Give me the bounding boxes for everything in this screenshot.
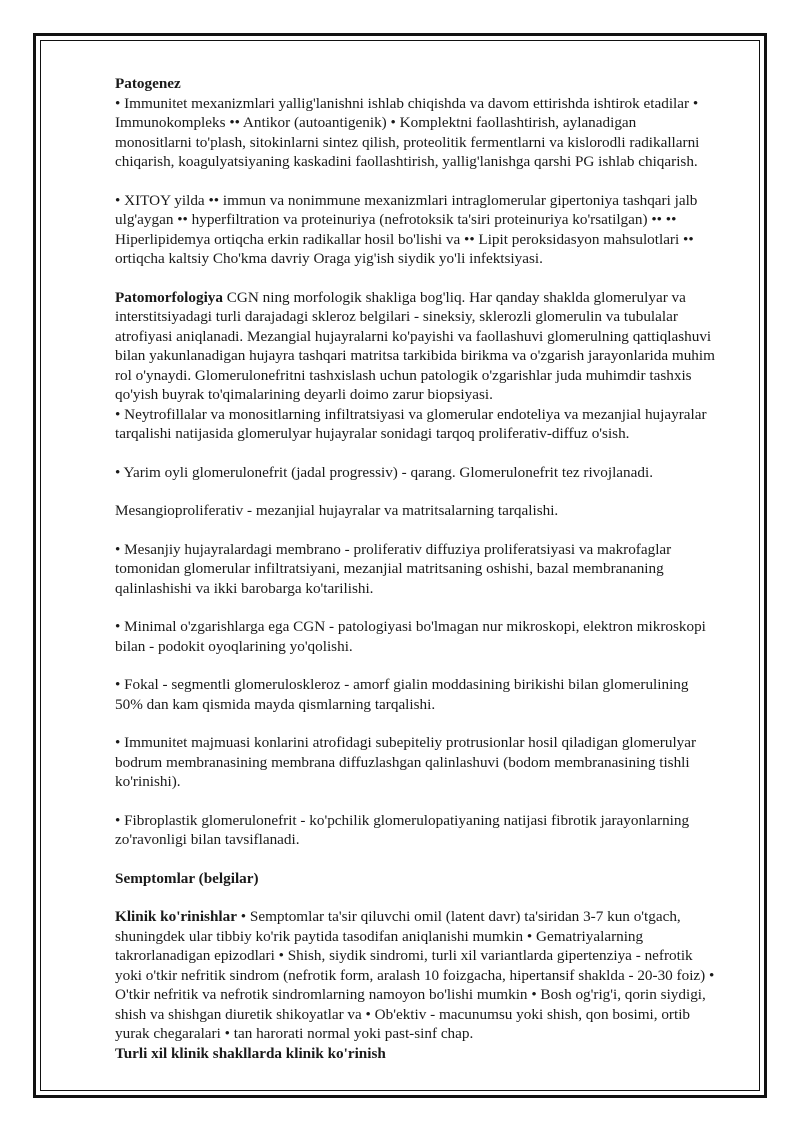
- document-body: [115, 74, 715, 1063]
- heading-patomorfologiya: Patomorfologiya: [115, 288, 223, 306]
- paragraph-neytrofil: • Neytrofillalar va monositlarning infiltratsiyasi va glomerular endoteliya va mezanjial hujayralar tarqalishi natijasida glomerulyar hujayralar sonidagi tarqoq proliferativ-diffuz o'sish.: [115, 405, 707, 442]
- paragraph-yarim-oyli: • Yarim oyli glomerulonefrit (jadal progressiv) - qarang. Glomerulonefrit tez rivojlanadi.: [115, 463, 653, 481]
- paragraph-fibroplastik: • Fibroplastik glomerulonefrit - ko'pchilik glomerulopatiyaning natijasi fibrotik jarayonlarning zo'ravonligi bilan tavsiflanadi.: [115, 811, 690, 848]
- heading-patogenez: Patogenez: [115, 75, 181, 92]
- patomorfologiya-text: CGN ning morfologik shakliga bog'liq. Har qanday shaklda glomerulyar va interstitsiyadagi turli darajadagi skleroz belgilari - sineksiy, sklerozli glomerulin va tubulalar atrofiyasi aniqlanadi. Mezangial hujayralarni ko'payishi va faollashuvi glomerulning qattiqlashuvi bilan yakunlanadigan hujayra tashqari matritsa tarkibida birikma va o'zgarish jarayonlarida muhim rol o'ynaydi. Glomerulonefritni tashxislash uchun patologik o'zgarishlar juda muhimdir tashxis qo'yish buyrak to'qimalarining deyarli doimo zarur biopsiyasi.: [115, 288, 715, 403]
- paragraph-klinik: [115, 907, 715, 1044]
- paragraph-patogenez-1: • Immunitet mexanizmlari yallig'lanishni ishlab chiqishda va davom ettirishda ishtirok etadilar • Immunokompleks •• Antikor (autoantigenik) • Komplektni faollashtirish, aylanadigan monositlarni to'plash, sitokinlarni sintez qilish, proteolitik fermentlarni va kislorodli radikallarni chiqarish, koagulyatsiyaning kaskadini faollashtirish, yallig'lanishga qarshi PG ishlab chiqarish.: [115, 94, 700, 170]
- paragraph-minimal: • Minimal o'zgarishlarga ega CGN - patologiyasi bo'lmagan nur mikroskopi, elektron mikroskopi bilan - podokit oyoqlarining yo'qolishi.: [115, 618, 706, 655]
- paragraph-mesanjiy: • Mesanjiy hujayralardagi membrano - proliferativ diffuziya proliferatsiyasi va makrofaglar tomonidan glomerular infiltratsiyani, mezanjial matritsaning oshishi, bazal membrananing qalinlashishi va ikki barobarga ko'tarilishi.: [115, 540, 672, 597]
- paragraph-patomorfologiya: [115, 288, 715, 405]
- heading-turli-xil: Turli xil klinik shakllarda klinik ko'rinish: [115, 1044, 386, 1062]
- heading-semptomlar: Semptomlar (belgilar): [115, 869, 259, 887]
- klinik-text: • Semptomlar ta'sir qiluvchi omil (latent davr) ta'siridan 3-7 kun o'tgach, shuningdek ular tibbiy ko'rik paytida tasodifan aniqlanishi mumkin • Gematriyalarning takrorlanadigan epizodlari • Shish, siydik sindromi, turli xil variantlarda gipertenziya - nefrotik yoki o'tkir nefritik sindrom (nefrotik form, aralash 10 foizgacha, hipertansif shaklda - 20-30 foiz) • O'tkir nefritik va nefrotik sindromlarning namoyon bo'lishi mumkin • Bosh og'rig'i, qorin siydigi, shish va shishgan diuretik shikoyatlar va • Ob'ektiv - macunumsu yoki shish, qon bosimi, ortib yurak chegaralari • tan harorati normal yoki past-sinf chap.: [115, 908, 715, 1042]
- paragraph-fokal: • Fokal - segmentli glomeruloskleroz - amorf gialin moddasining birikishi bilan glomerulining 50% dan kam qismida mayda qismlarning tarqalishi.: [115, 676, 689, 713]
- paragraph-patogenez-2: • XITOY yilda •• immun va nonimmune mexanizmlari intraglomerular gipertoniya tashqari jalb ulg'aygan •• hyperfiltration va proteinuriya (nefrotoksik ta'siri proteinuriya ko'rsatilgan) •• •• Hiperlipidemya ortiqcha erkin radikallar hosil bo'lishi va •• Lipit peroksidasyon mahsulotlari •• ortiqcha kaltsiy Cho'kma davriy Oraga yig'ish siydik yo'li infektsiyasi.: [115, 191, 698, 267]
- paragraph-mesangio: Mesangioproliferativ - mezanjial hujayralar va matritsalarning tarqalishi.: [115, 502, 559, 519]
- paragraph-immunitet-majmuasi: • Immunitet majmuasi konlarini atrofidagi subepiteliy protrusionlar hosil qiladigan glomerulyar bodrum membranasining membrana diffuzlashgan qalinlashuvi (bodom membranasining tishli ko'rinishi).: [115, 734, 697, 790]
- heading-klinik: Klinik ko'rinishlar: [115, 908, 237, 925]
